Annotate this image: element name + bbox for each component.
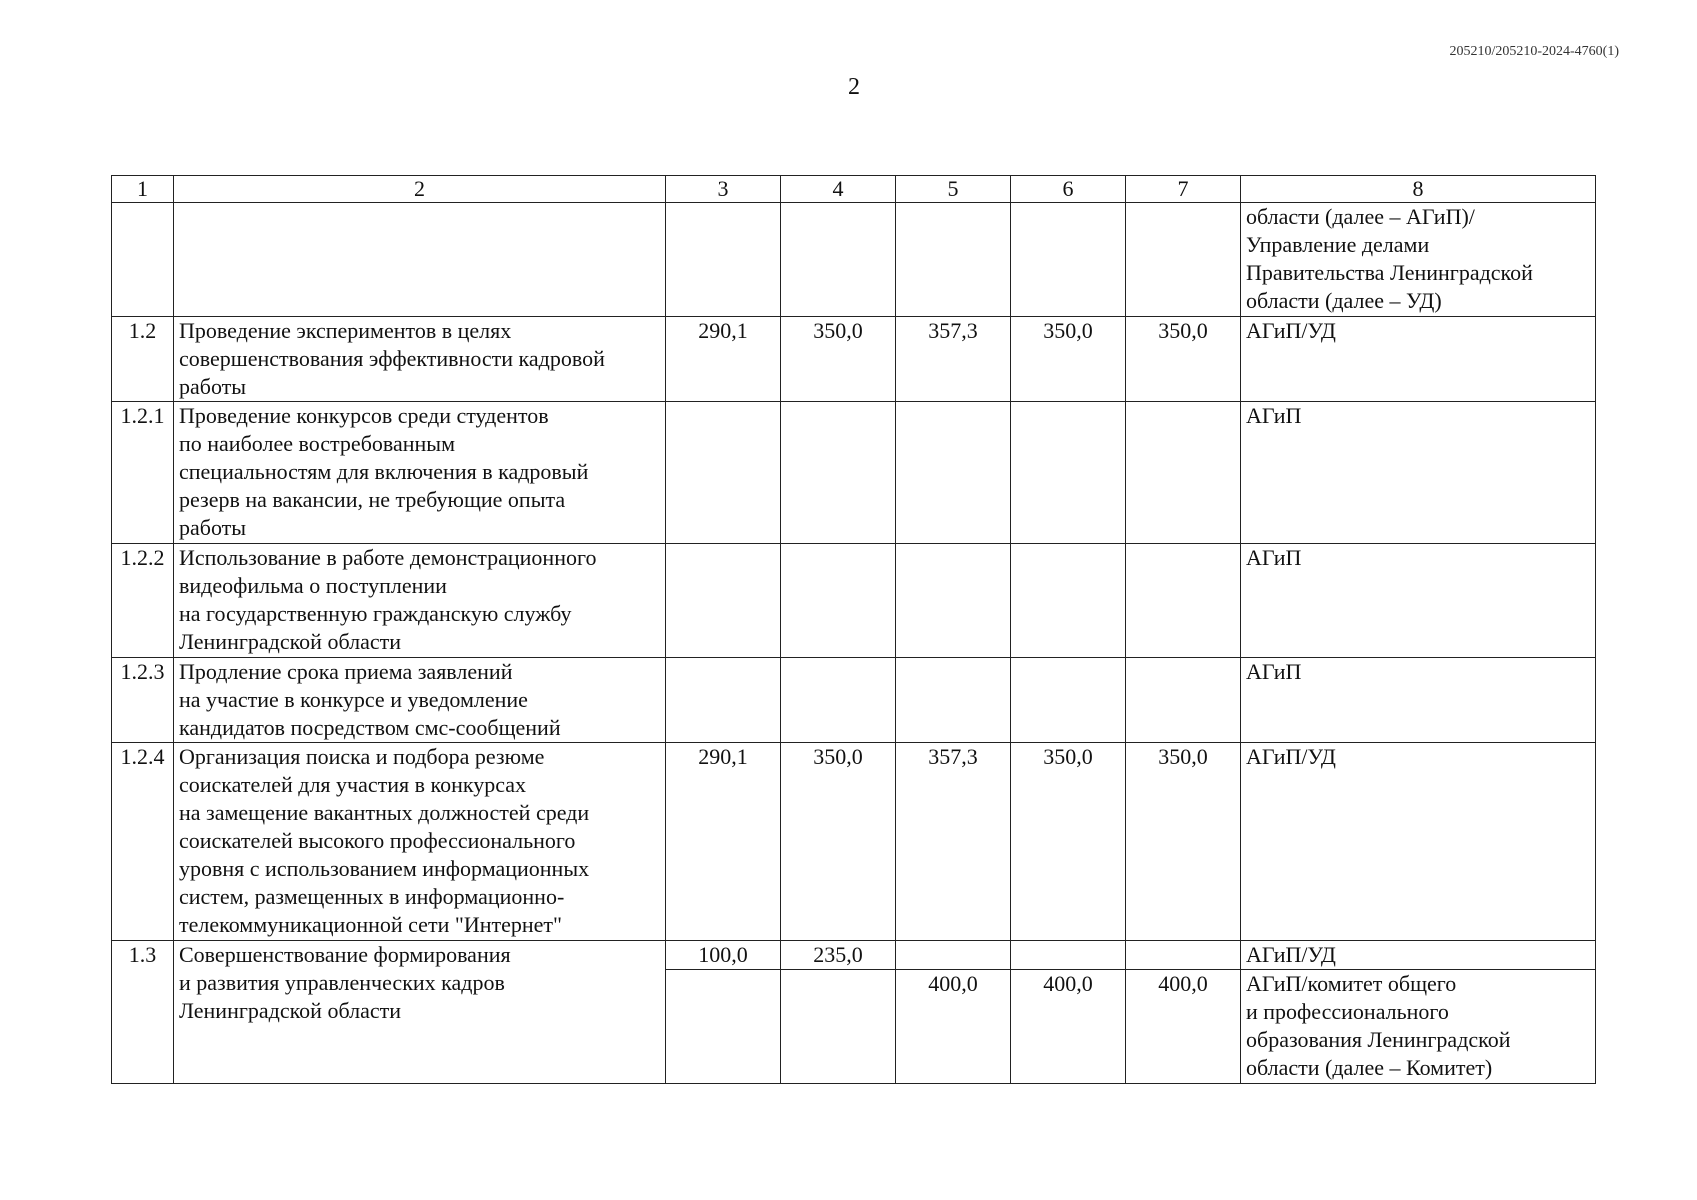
row-name: Проведение экспериментов в целях совершенствования эффективности кадровой работы (174, 317, 666, 402)
column-header: 4 (781, 176, 896, 203)
column-header: 5 (896, 176, 1011, 203)
executor-cell: АГиП/УД (1241, 941, 1596, 970)
value-cell: 357,3 (896, 317, 1011, 402)
row-name: Продление срока приема заявлений на участие в конкурсе и уведомление кандидатов посредством смс-сообщений (174, 658, 666, 743)
row-number: 1.2.2 (112, 544, 174, 658)
value-cell (666, 544, 781, 658)
value-cell (666, 203, 781, 317)
row-number: 1.2.3 (112, 658, 174, 743)
header-row (112, 176, 1596, 203)
document-id: 205210/205210-2024-4760(1) (1449, 44, 1619, 59)
value-cell (1011, 658, 1126, 743)
page-number: 2 (848, 74, 860, 100)
column-header: 1 (112, 176, 174, 203)
value-cell (781, 970, 896, 1084)
value-cell (896, 203, 1011, 317)
executor-cell: АГиП/комитет общего и профессионального образования Ленинградской области (далее – Комитет) (1241, 970, 1596, 1084)
executor-cell: АГиП/УД (1241, 743, 1596, 941)
column-header: 8 (1241, 176, 1596, 203)
value-cell (666, 970, 781, 1084)
value-cell (896, 941, 1011, 970)
value-cell (666, 402, 781, 544)
value-cell: 350,0 (1011, 317, 1126, 402)
row-number: 1.2.1 (112, 402, 174, 544)
table-row (112, 402, 1596, 544)
row-name: Организация поиска и подбора резюме соискателей для участия в конкурсах на замещение вакантных должностей среди соискателей высокого профессионального уровня с использованием информационных систем, размещенных в информационно- телекоммуникационной сети "Интернет" (174, 743, 666, 941)
executor-cell: АГиП (1241, 402, 1596, 544)
value-cell: 100,0 (666, 941, 781, 970)
value-cell: 350,0 (1011, 743, 1126, 941)
row-number (112, 203, 174, 317)
table-row (112, 941, 1596, 970)
table-row (112, 743, 1596, 941)
table-row (112, 203, 1596, 317)
value-cell (781, 658, 896, 743)
value-cell: 290,1 (666, 743, 781, 941)
column-header: 7 (1126, 176, 1241, 203)
value-cell (1011, 941, 1126, 970)
value-cell: 235,0 (781, 941, 896, 970)
value-cell (781, 402, 896, 544)
value-cell: 350,0 (1126, 317, 1241, 402)
row-number: 1.2.4 (112, 743, 174, 941)
row-name: Использование в работе демонстрационного видеофильма о поступлении на государственную гражданскую службу Ленинградской области (174, 544, 666, 658)
value-cell (781, 203, 896, 317)
executor-cell: АГиП (1241, 544, 1596, 658)
value-cell (1126, 658, 1241, 743)
value-cell: 400,0 (1011, 970, 1126, 1084)
value-cell: 400,0 (896, 970, 1011, 1084)
value-cell (1126, 402, 1241, 544)
value-cell: 357,3 (896, 743, 1011, 941)
table-row (112, 544, 1596, 658)
row-name: Проведение конкурсов среди студентов по наиболее востребованным специальностям для включения в кадровый резерв на вакансии, не требующие опыта работы (174, 402, 666, 544)
value-cell: 350,0 (781, 317, 896, 402)
value-cell (1011, 402, 1126, 544)
row-name: Совершенствование формирования и развития управленческих кадров Ленинградской области (174, 941, 666, 1084)
value-cell (1126, 544, 1241, 658)
column-header: 3 (666, 176, 781, 203)
value-cell (1011, 203, 1126, 317)
value-cell: 350,0 (781, 743, 896, 941)
column-header: 2 (174, 176, 666, 203)
value-cell (896, 658, 1011, 743)
value-cell (666, 658, 781, 743)
column-header: 6 (1011, 176, 1126, 203)
main-table (111, 175, 1596, 1084)
value-cell: 290,1 (666, 317, 781, 402)
value-cell (1126, 203, 1241, 317)
value-cell (896, 402, 1011, 544)
row-number: 1.2 (112, 317, 174, 402)
value-cell: 350,0 (1126, 743, 1241, 941)
value-cell (1011, 544, 1126, 658)
table-row (112, 317, 1596, 402)
value-cell (896, 544, 1011, 658)
executor-cell: области (далее – АГиП)/ Управление делами Правительства Ленинградской области (далее – УД) (1241, 203, 1596, 317)
executor-cell: АГиП/УД (1241, 317, 1596, 402)
table-row (112, 658, 1596, 743)
executor-cell: АГиП (1241, 658, 1596, 743)
row-number: 1.3 (112, 941, 174, 1084)
value-cell (1126, 941, 1241, 970)
value-cell (781, 544, 896, 658)
row-name (174, 203, 666, 317)
value-cell: 400,0 (1126, 970, 1241, 1084)
